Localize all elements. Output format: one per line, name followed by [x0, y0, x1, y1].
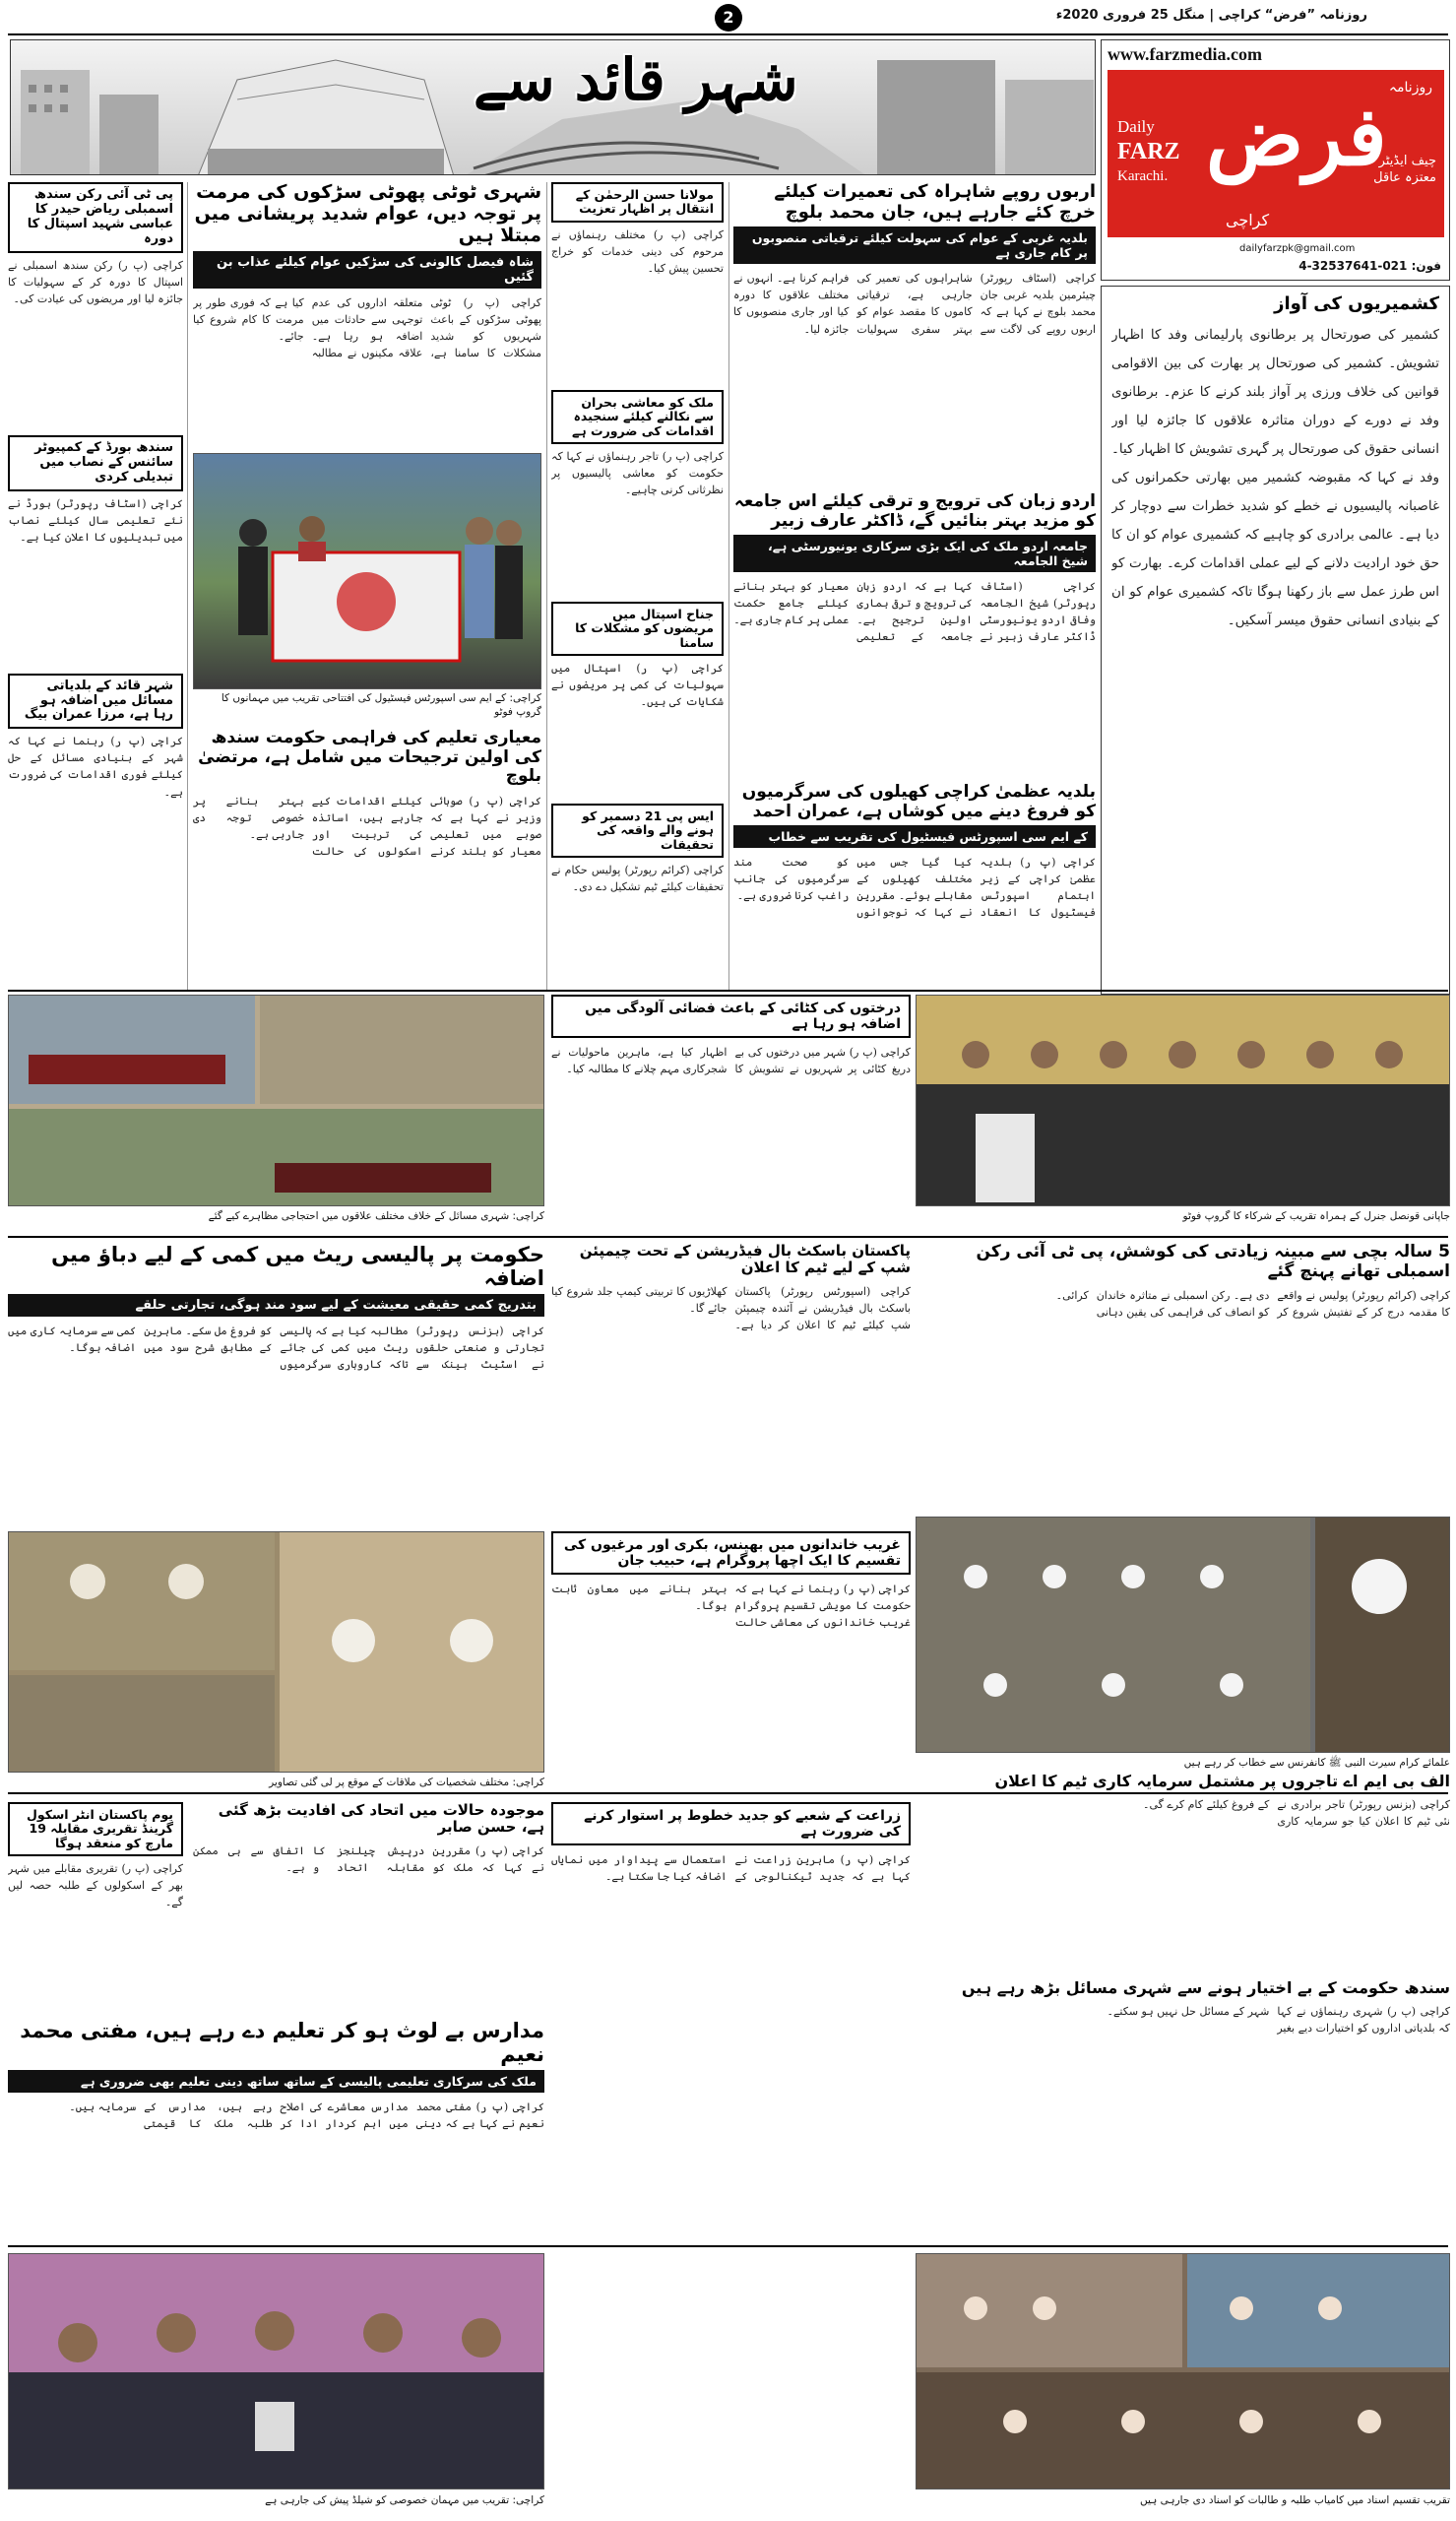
- left-story-2-headline: سندھ بورڈ کے کمپیوٹر سائنس کے نصاب میں تبدیلی کردی: [8, 435, 183, 491]
- story-education: [193, 729, 541, 990]
- logo-red-box: [1108, 70, 1444, 237]
- mid-story-1-body: کراچی (پ ر) مختلف رہنماؤں نے مرحوم کی دینی خدمات کو خراج تحسین پیش کیا۔: [551, 227, 724, 275]
- photo-6-scene: [9, 2254, 544, 2489]
- story-livestock-headline: غریب خاندانوں میں بھینس، بکری اور مرغیوں کی تقسیم کا ایک اچھا پروگرام ہے، حبیب جان: [551, 1531, 911, 1575]
- story-billions-headline: اربوں روپے شاہراہ کی تعمیرات کیلئے خرچ کئے جارہے ہیں، جان محمد بلوچ: [774, 181, 1096, 223]
- photo-3-scene: [917, 996, 1450, 1206]
- photo-1-scene: [194, 454, 541, 689]
- story-agriculture: [551, 1802, 911, 2235]
- story-livestock: [551, 1531, 911, 1787]
- left-story-1-body: کراچی (پ ر) رکن سندھ اسمبلی نے اسپتال کا دورہ کر کے سہولیات کا جائزہ لیا اور مریضوں کی عیادت کی۔: [8, 258, 183, 305]
- left-story-3-headline: شہر قائد کے بلدیاتی مسائل میں اضافہ ہو رہا ہے، مرزا عمران بیگ: [8, 674, 183, 730]
- story-agri-body: کراچی (پ ر) ماہرین زراعت نے کہا ہے کہ جدید ٹیکنالوجی کے استعمال سے پیداوار میں نمایاں اضافہ کیا جا سکتا ہے۔: [551, 1853, 911, 1884]
- story-roads-headline: شہری ٹوٹی پھوٹی سڑکوں کی مرمت پر توجہ دیں، عوام شدید پریشانی میں مبتلا ہیں: [194, 181, 541, 246]
- contact-phone: فون: 021-32537641-4: [1298, 259, 1441, 273]
- story-basketball: [551, 1243, 911, 1519]
- photo-4: [8, 1531, 544, 1773]
- story-madaris-headline: مدارس بے لوث ہو کر تعلیم دے رہے ہیں، مفتی محمد نعیم: [20, 2019, 544, 2067]
- story-basketball-headline: پاکستان باسکٹ بال فیڈریشن کے تحت چیمپئن شپ کے لیے ٹیم کا اعلان: [579, 1242, 911, 1277]
- mid-story-4-headline: ایس پی 21 دسمبر کو ہونے والے واقعہ کی تحقیقات: [551, 804, 724, 858]
- left-story-2-body: کراچی (اسٹاف رپورٹر) بورڈ نے نئے تعلیمی سال کیلئے نصاب میں تبدیلیوں کا اعلان کیا ہے۔: [8, 496, 183, 544]
- story-billions-sub: بلدیہ غربی کے عوام کی سہولت کیلئے ترقیاتی منصوبوں پر کام جاری ہے: [733, 226, 1096, 264]
- story-fpbma: [916, 1773, 1450, 1970]
- story-child-headline: 5 سالہ بچی سے مبینہ زیادتی کی کوشش، پی ٹی آئی رکن اسمبلی تھانے پہنچ گئے: [976, 1242, 1450, 1281]
- dateline: روزنامہ ”فرض“ کراچی | منگل 25 فروری 2020ء: [1055, 8, 1367, 23]
- col-rule-3: [728, 182, 729, 990]
- photo-2-caption: کراچی: شہری مسائل کے خلاف مختلف علاقوں میں احتجاجی مظاہرے کیے گئے: [8, 1209, 544, 1223]
- story-rain-drive: [551, 995, 911, 1206]
- contact-email: dailyfarzpk@gmail.com: [1239, 243, 1356, 254]
- logo-city: کراچی: [1226, 211, 1270, 229]
- logo-en-city: Karachi.: [1117, 168, 1169, 184]
- story-roads-billions: [733, 182, 1096, 487]
- photo-2: [8, 995, 544, 1206]
- story-child-body: کراچی (کرائم رپورٹر) پولیس نے واقعے کا مقدمہ درج کر کے تفتیش شروع کر دی ہے۔ رکن اسمبلی نے متاثرہ خاندان کو انصاف کی فراہمی کی یقین دہانی کرائی۔: [1055, 1289, 1450, 1320]
- photo-6: [8, 2253, 544, 2489]
- story-basketball-body: کراچی (اسپورٹس رپورٹر) پاکستان باسکٹ بال فیڈریشن نے آئندہ چیمپئن شپ کیلئے ٹیم کا اعلان کر دیا ہے۔ کھلاڑیوں کا تربیتی کیمپ جلد شروع کیا جائے گا۔: [551, 1284, 911, 1331]
- story-rain-body: کراچی (پ ر) شہر میں درختوں کی بے دریغ کٹائی پر شہریوں نے تشویش کا اظہار کیا ہے، ماہرین ماحولیات نے شجرکاری مہم چلانے کا مطالبہ کیا۔: [551, 1046, 911, 1076]
- story-urdu-sub: جامعہ اردو ملک کی ایک بڑی سرکاری یونیورسٹی ہے، شیخ الجامعہ: [733, 535, 1096, 572]
- photo-6-caption: کراچی: تقریب میں مہمان خصوصی کو شیلڈ پیش کی جارہی ہے: [8, 2493, 544, 2507]
- story-policy-sub: بتدریج کمی حقیقی معیشت کے لیے سود مند ہوگی، تجارتی حلقے: [8, 1294, 544, 1317]
- logo-small: روزنامہ: [1388, 80, 1432, 96]
- story-unity-body: کراچی (پ ر) مقررین نے کہا کہ ملک کو درپیش چیلنجز کا مقابلہ اتحاد و اتفاق سے ہی ممکن ہے۔: [193, 1843, 544, 1874]
- story-fpbma-body: کراچی (بزنس رپورٹر) تاجر برادری نے نئی ٹیم کا اعلان کیا جو سرمایہ کاری کے فروغ کیلئے کام کرے گی۔: [1143, 1798, 1450, 1829]
- story-roads-body: کراچی (پ ر) ٹوٹی پھوٹی سڑکوں کے باعث شہریوں کو شدید مشکلات کا سامنا ہے، متعلقہ اداروں کی عدم توجہی سے حادثات میں اضافہ ہو رہا ہے۔ علاقہ مکینوں نے مطالبہ کیا ہے کہ فوری طور پر مرمت کا کام شروع کیا جائے۔: [193, 295, 541, 359]
- rule-bottom: [8, 2245, 1448, 2247]
- logo-en-daily: Daily: [1117, 117, 1155, 136]
- story-education-body: کراچی (پ ر) صوبائی وزیر نے کہا ہے کہ صوبے میں تعلیمی معیار کو بلند کرنے کیلئے اقدامات کیے جارہے ہیں، اساتذہ کی تربیت اور اسکولوں کی حالت بہتر بنانے پر خصوصی توجہ دی جارہی ہے۔: [193, 794, 541, 858]
- chief-editor: چیف ایڈیٹر معتزہ عاقل: [1373, 154, 1436, 185]
- story-kmc-sub: کے ایم سی اسپورٹس فیسٹیول کی تقریب سے خطاب: [733, 825, 1096, 848]
- mid-column: [551, 182, 724, 990]
- left-story-4: [8, 1802, 183, 2014]
- story-policy-rate: [8, 1243, 544, 1519]
- mid-story-3-headline: جناح اسپتال میں مریضوں کو مشکلات کا سامنا: [551, 602, 724, 656]
- story-madaris-body: کراچی (پ ر) مفتی محمد نعیم نے کہا ہے کہ دینی مدارس معاشرے کی اصلاح میں اہم کردار ادا کر رہے ہیں، مدارس کے طلبہ ملک کا قیمتی سرمایہ ہیں۔: [69, 2101, 544, 2131]
- story-sindh-body: کراچی (پ ر) شہری رہنماؤں نے کہا کہ بلدیاتی اداروں کو اختیارات دیے بغیر شہر کے مسائل حل نہیں ہو سکتے۔: [1107, 2005, 1450, 2036]
- story-fpbma-headline: الف بی ایم اے تاجروں پر مشتمل سرمایہ کاری ٹیم کا اعلان: [994, 1772, 1450, 1790]
- section-banner-title: شہر قائد سے: [474, 46, 798, 113]
- mid-story-3-body: کراچی (پ ر) اسپتال میں سہولیات کی کمی پر مریضوں نے شکایات کی ہیں۔: [551, 662, 724, 709]
- photo-7-caption: تقریب تقسیم اسناد میں کامیاب طلبہ و طالبات کو اسناد دی جارہی ہیں: [916, 2493, 1450, 2507]
- editorial-title: کشمیریوں کی آواز: [1274, 293, 1439, 314]
- left-story-4-headline: یوم پاکستان انٹر اسکول گرینڈ تقریری مقابلہ 19 مارچ کو منعقد ہوگا: [8, 1802, 183, 1856]
- col-rule-2: [546, 182, 547, 990]
- story-billions-body: کراچی (اسٹاف رپورٹر) چیئرمین بلدیہ غربی جان محمد بلوچ نے کہا ہے کہ اربوں روپے کی لاگت سے شاہراہوں کی تعمیر کی جارہی ہے، ترقیاتی کاموں کا مقصد عوام کو بہتر سفری سہولیات فراہم کرنا ہے۔ انہوں نے مختلف علاقوں کا دورہ کیا اور جاری منصوبوں کا جائزہ لیا۔: [733, 272, 1096, 336]
- photo-7-collage: [917, 2254, 1450, 2489]
- story-urdu-body: کراچی (اسٹاف رپورٹر) شیخ الجامعہ وفاقی اردو یونیورسٹی ڈاکٹر عارف زبیر نے کہا ہے کہ اردو زبان کی ترویج و ترقی ہماری اولین ترجیح ہے۔ جامعہ کے تعلیمی معیار کو بہتر بنانے کیلئے جامع حکمت عملی پر کام جاری ہے۔: [733, 580, 1096, 644]
- page-number: 2: [715, 4, 742, 32]
- story-rain-headline: درختوں کی کٹائی کے باعث فضائی آلودگی میں اضافہ ہو رہا ہے: [551, 995, 911, 1038]
- photo-1: [193, 453, 541, 689]
- mid-story-2-body: کراچی (پ ر) تاجر رہنماؤں نے کہا کہ حکومت کو معاشی پالیسیوں پر نظرثانی کرنی چاہیے۔: [551, 449, 724, 496]
- top-rule: [8, 33, 1448, 35]
- story-kmc-headline: بلدیہ عظمیٰ کراچی کھیلوں کی سرگرمیوں کو فروغ دینے میں کوشاں ہے، عمران احمد: [741, 782, 1096, 821]
- story-sindh-govt: [916, 1979, 1450, 2240]
- photo-3-caption: جاپانی قونصل جنرل کے ہمراہ تقریب کے شرکاء کا گروپ فوٹو: [916, 1209, 1450, 1223]
- story-urdu-university: [733, 492, 1096, 778]
- story-unity-headline: موجودہ حالات میں اتحاد کی افادیت بڑھ گئی ہے، حسن صابر: [218, 1801, 544, 1837]
- story-unity: [193, 1802, 544, 2014]
- photo-5-caption: علمائے کرام سیرت النبی ﷺ کانفرنس سے خطاب کر رہے ہیں: [916, 1756, 1450, 1770]
- story-madaris-sub: ملک کی سرکاری تعلیمی پالیسی کے ساتھ ساتھ دینی تعلیم بھی ضروری ہے: [8, 2070, 544, 2093]
- mid-story-1-headline: مولانا حسن الرحمٰن کے انتقال پر اظہار تعزیت: [551, 182, 724, 223]
- photo-5-collage: [917, 1518, 1450, 1753]
- logo-en-name: FARZ: [1117, 139, 1180, 164]
- logo-main: فرض: [1206, 90, 1387, 184]
- photo-5: [916, 1517, 1450, 1753]
- photo-7: [916, 2253, 1450, 2489]
- website-url: www.farzmedia.com: [1108, 44, 1262, 64]
- story-kmc-body: کراچی (پ ر) بلدیہ عظمیٰ کراچی کے زیر اہتمام اسپورٹس فیسٹیول کا انعقاد کیا گیا جس میں مختلف کھیلوں کے مقابلے ہوئے۔ مقررین نے کہا کہ نوجوانوں کو صحت مند سرگرمیوں کی جانب راغب کرنا ضروری ہے۔: [733, 856, 1096, 920]
- editorial-box: [1101, 286, 1450, 995]
- story-roads: [193, 182, 541, 448]
- story-child-case: [916, 1243, 1450, 1509]
- story-agri-headline: زراعت کے شعبے کو جدید خطوط پر استوار کرنے کی ضرورت ہے: [551, 1802, 911, 1845]
- col-rule-1: [187, 182, 188, 990]
- photo-4-collage: [9, 1532, 544, 1773]
- story-roads-sub: شاہ فیصل کالونی کی سڑکیں عوام کیلئے عذاب بن گئیں: [193, 251, 541, 289]
- rule-row-3: [8, 1236, 1448, 1238]
- story-policy-headline: حکومت پر پالیسی ریٹ میں کمی کے لیے دباؤ میں اضافہ: [51, 1243, 544, 1291]
- editorial-body: کشمیر کی صورتحال پر برطانوی پارلیمانی وفد کا اظہار تشویش۔ کشمیر کی صورتحال پر بھارت کی بین الاقوامی قوانین کی خلاف ورزی پر آواز بلند کرنے کا عزم۔ برطانوی وفد نے دورے کے دوران متاثرہ علاقوں کا جائزہ لیا اور انسانی حقوق کی صورتحال پر گہری تشویش کا اظہار کیا۔ وفد نے کہا کہ مقبوضہ کشمیر میں بھارتی حکمرانوں کی غاصبانہ پالیسیوں نے خطے کو شدید خطرات سے دوچار کر دیا ہے۔ عالمی برادری کو چاہیے کہ کشمیری عوام کو ان کا حق خود ارادیت دلانے کے لیے عملی اقدامات کرے۔ بھارت کو اس طرز عمل سے باز رکھنا ہوگا تاکہ کشمیری عوام کو ان کے بنیادی انسانی حقوق میسر آسکیں۔: [1111, 326, 1439, 628]
- section-banner: [10, 39, 1096, 175]
- logo-block: [1101, 39, 1450, 281]
- photo-1-caption: کراچی: کے ایم سی اسپورٹس فیسٹیول کی افتتاحی تقریب میں مہمانوں کا گروپ فوٹو: [193, 691, 541, 719]
- story-urdu-headline: اردو زبان کی ترویج و ترقی کیلئے اس جامعہ کو مزید بہتر بنائیں گے، ڈاکٹر عارف زبیر: [733, 491, 1096, 531]
- rule-row-2: [8, 990, 1448, 992]
- left-story-3-body: کراچی (پ ر) رہنما نے کہا کہ شہر کے بنیادی مسائل کے حل کیلئے فوری اقدامات کی ضرورت ہے۔: [8, 735, 183, 799]
- left-story-1-headline: پی ٹی آئی رکن سندھ اسمبلی ریاض حیدر کا عباسی شہید اسپتال کا دورہ: [8, 182, 183, 253]
- photo-2-collage: [9, 996, 544, 1206]
- story-sindh-headline: سندھ حکومت کے بے اختیار ہونے سے شہری مسائل بڑھ رہے ہیں: [961, 1978, 1450, 1997]
- story-madaris: [8, 2019, 544, 2240]
- photo-3: [916, 995, 1450, 1206]
- left-column: [8, 182, 183, 990]
- mid-story-4-body: کراچی (کرائم رپورٹر) پولیس حکام نے تحقیقات کیلئے ٹیم تشکیل دے دی۔: [551, 864, 724, 894]
- mid-story-2-headline: ملک کو معاشی بحران سے نکالنے کیلئے سنجیدہ اقدامات کی ضرورت ہے: [551, 390, 724, 444]
- left-story-4-body: کراچی (پ ر) تقریری مقابلے میں شہر بھر کے اسکولوں کے طلبہ حصہ لیں گے۔: [8, 1862, 183, 1909]
- story-education-headline: معیاری تعلیم کی فراہمی حکومت سندھ کی اولین ترجیحات میں شامل ہے، مرتضیٰ بلوچ: [198, 728, 541, 787]
- photo-4-caption: کراچی: مختلف شخصیات کی ملاقات کے موقع پر لی گئی تصاویر: [8, 1776, 544, 1789]
- story-kmc-sports: [733, 783, 1096, 990]
- story-policy-body: کراچی (بزنس رپورٹر) تجارتی و صنعتی حلقوں نے اسٹیٹ بینک سے مطالبہ کیا ہے کہ پالیسی ریٹ میں کمی کی جائے تاکہ کاروباری سرگرمیوں کو فروغ مل سکے۔ ماہرین کے مطابق شرح سود میں کمی سے سرمایہ کاری میں اضافہ ہوگا۔: [8, 1325, 544, 1372]
- story-livestock-body: کراچی (پ ر) رہنما نے کہا ہے کہ حکومت کا مویشی تقسیم پروگرام غریب خاندانوں کی معاشی حالت بہتر بنانے میں معاون ثابت ہوگا۔: [551, 1583, 911, 1630]
